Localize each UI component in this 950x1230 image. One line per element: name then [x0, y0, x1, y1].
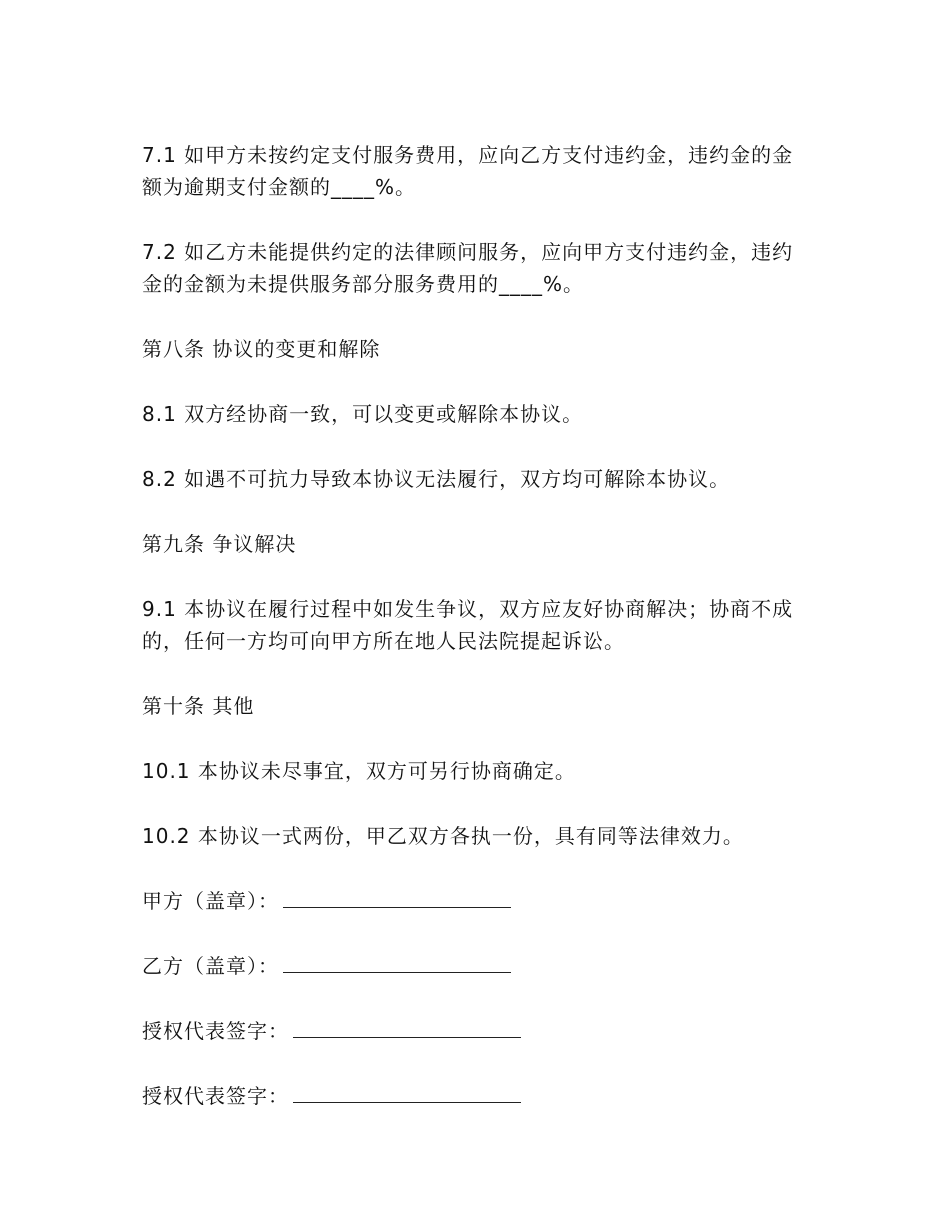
- signature-rep-2-label: 授权代表签字：: [142, 1084, 289, 1108]
- signature-party-b: [142, 950, 511, 982]
- signature-rep-1-label: 授权代表签字：: [142, 1019, 289, 1043]
- clause-8-2: 8.2 如遇不可抗力导致本协议无法履行，双方均可解除本协议。: [142, 467, 731, 491]
- signature-party-b-label: 乙方（盖章）：: [142, 954, 279, 978]
- signature-party-a-label: 甲方（盖章）：: [142, 889, 279, 913]
- clause-8-1: 8.1 双方经协商一致，可以变更或解除本协议。: [142, 402, 584, 426]
- clause-7-2: 7.2 如乙方未能提供约定的法律顾问服务，应向甲方支付违约金，违约金的金额为未提供服务部分服务费用的____%。: [142, 240, 794, 296]
- clause-10-2: 10.2 本协议一式两份，甲乙双方各执一份，具有同等法律效力。: [142, 824, 744, 848]
- clause-10-1: 10.1 本协议未尽事宜，双方可另行协商确定。: [142, 759, 576, 783]
- signature-party-a-blank: [283, 889, 511, 908]
- article-10-heading: 第十条 其他: [142, 694, 255, 718]
- article-8-heading: 第八条 协议的变更和解除: [142, 337, 381, 361]
- signature-rep-2: [142, 1080, 521, 1112]
- clause-9-1: 9.1 本协议在履行过程中如发生争议，双方应友好协商解决；协商不成的，任何一方均可向甲方所在地人民法院提起诉讼。: [142, 597, 794, 653]
- clause-7-1: 7.1 如甲方未按约定支付服务费用，应向乙方支付违约金，违约金的金额为逾期支付金额的____%。: [142, 143, 794, 199]
- signature-rep-2-blank: [293, 1084, 521, 1103]
- signature-rep-1: [142, 1015, 521, 1047]
- signature-party-b-blank: [283, 954, 511, 973]
- article-9-heading: 第九条 争议解决: [142, 532, 297, 556]
- signature-rep-1-blank: [293, 1019, 521, 1038]
- signature-party-a: [142, 885, 511, 917]
